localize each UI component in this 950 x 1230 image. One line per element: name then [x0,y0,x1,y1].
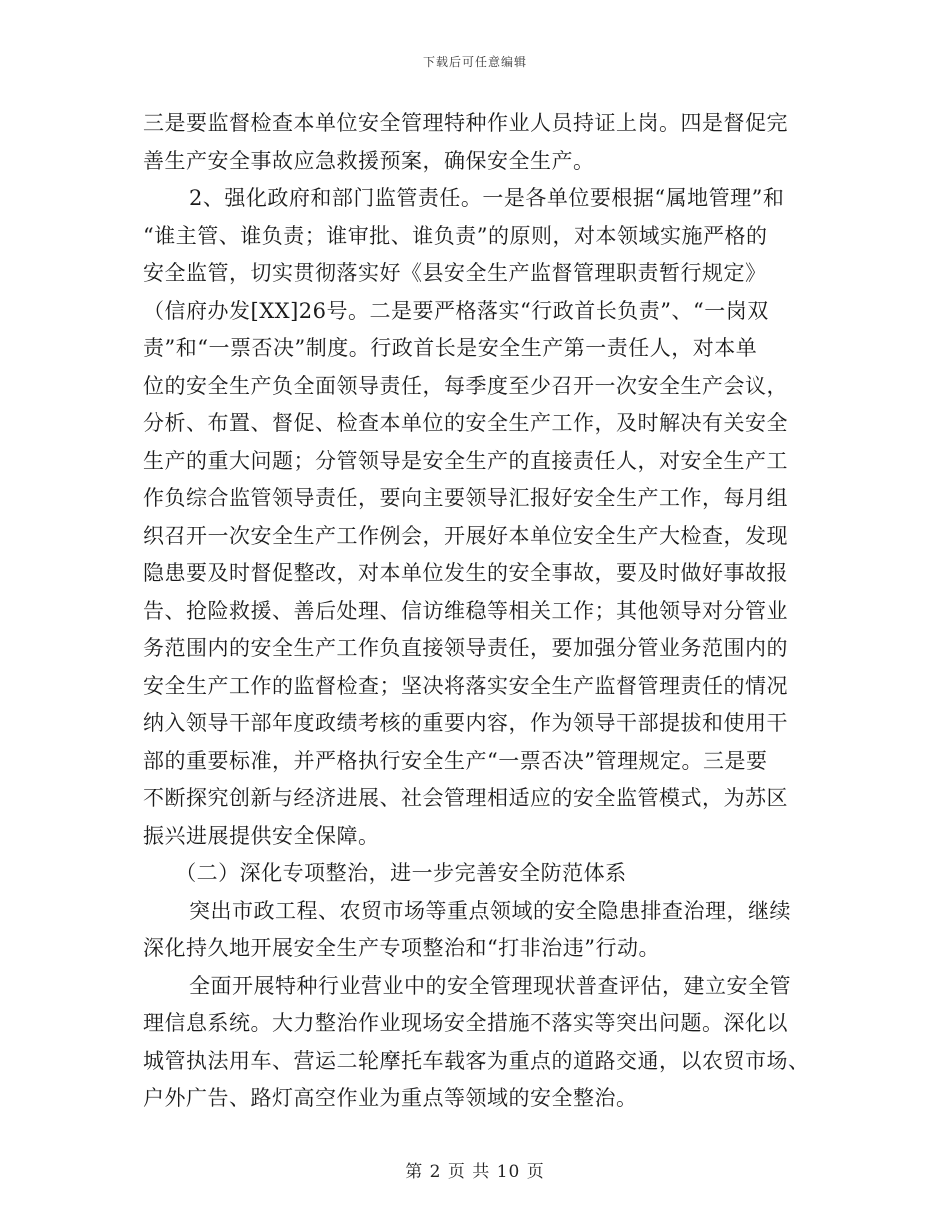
paragraph-line: 隐患要及时督促整改，对本单位发生的安全事故，要及时做好事故报 [143,561,788,585]
paragraph-line: 安全生产工作的监督检查；坚决将落实安全生产监督管理责任的情况 [143,673,788,698]
page-number-footer: 第 2 页 共 10 页 [405,1162,545,1182]
paragraph-line: 位的安全生产负全面领导责任，每季度至少召开一次安全生产会议， [143,373,788,398]
paragraph-line: 部的重要标准，并严格执行安全生产“一票否决”管理规定。三是要 [143,748,768,773]
paragraph-line: （信府办发[XX]26号。二是要严格落实“行政首长负责”、“一岗双 [143,298,769,323]
paragraph-line: “谁主管、谁负责；谁审批、谁负责”的原则，对本领域实施严格的 [143,223,768,248]
paragraph-line: 突出市政工程、农贸市场等重点领域的安全隐患排查治理，继续 [189,898,791,923]
paragraph-line: 不断探究创新与经济进展、社会管理相适应的安全监管模式，为苏区 [143,786,788,810]
paragraph-line: 责”和“一票否决”制度。行政首长是安全生产第一责任人，对本单 [143,336,758,360]
paragraph-line: 城管执法用车、营运二轮摩托车载客为重点的道路交通，以农贸市场、 [143,1048,810,1073]
paragraph-line: 振兴进展提供安全保障。 [143,823,380,848]
document-body [143,105,808,1118]
paragraph-line: 作负综合监管领导责任，要向主要领导汇报好安全生产工作，每月组 [143,486,788,510]
paragraph-line: 2、强化政府和部门监管责任。一是各单位要根据“属地管理”和 [189,186,785,210]
paragraph-line: 理信息系统。大力整治作业现场安全措施不落实等突出问题。深化以 [143,1011,788,1035]
paragraph-line: 生产的重大问题；分管领导是安全生产的直接责任人，对安全生产工 [143,448,788,473]
paragraph-line: 善生产安全事故应急救援预案，确保安全生产。 [143,148,595,173]
paragraph-line: 织召开一次安全生产工作例会，开展好本单位安全生产大检查，发现 [143,523,788,548]
paragraph-line: 三是要监督检查本单位安全管理特种作业人员持证上岗。四是督促完 [143,111,788,135]
paragraph-line: 纳入领导干部年度政绩考核的重要内容，作为领导干部提拔和使用干 [143,711,788,735]
page-header: 下载后可任意编辑 [422,55,527,69]
paragraph-line: 户外广告、路灯高空作业为重点等领域的安全整治。 [143,1086,638,1110]
paragraph-line: 全面开展特种行业营业中的安全管理现状普查评估，建立安全管 [189,973,791,998]
paragraph-line: （二）深化专项整治，进一步完善安全防范体系 [175,861,627,885]
paragraph-line: 分析、布置、督促、检查本单位的安全生产工作，及时解决有关安全 [143,411,788,435]
paragraph-line: 深化持久地开展安全生产专项整治和“打非治违”行动。 [143,936,660,960]
paragraph-line: 务范围内的安全生产工作负直接领导责任，要加强分管业务范围内的 [143,636,788,660]
paragraph-line: 安全监管，切实贯彻落实好《县安全生产监督管理职责暂行规定》 [143,261,767,285]
paragraph-line: 告、抢险救援、善后处理、信访维稳等相关工作；其他领导对分管业 [143,598,788,623]
